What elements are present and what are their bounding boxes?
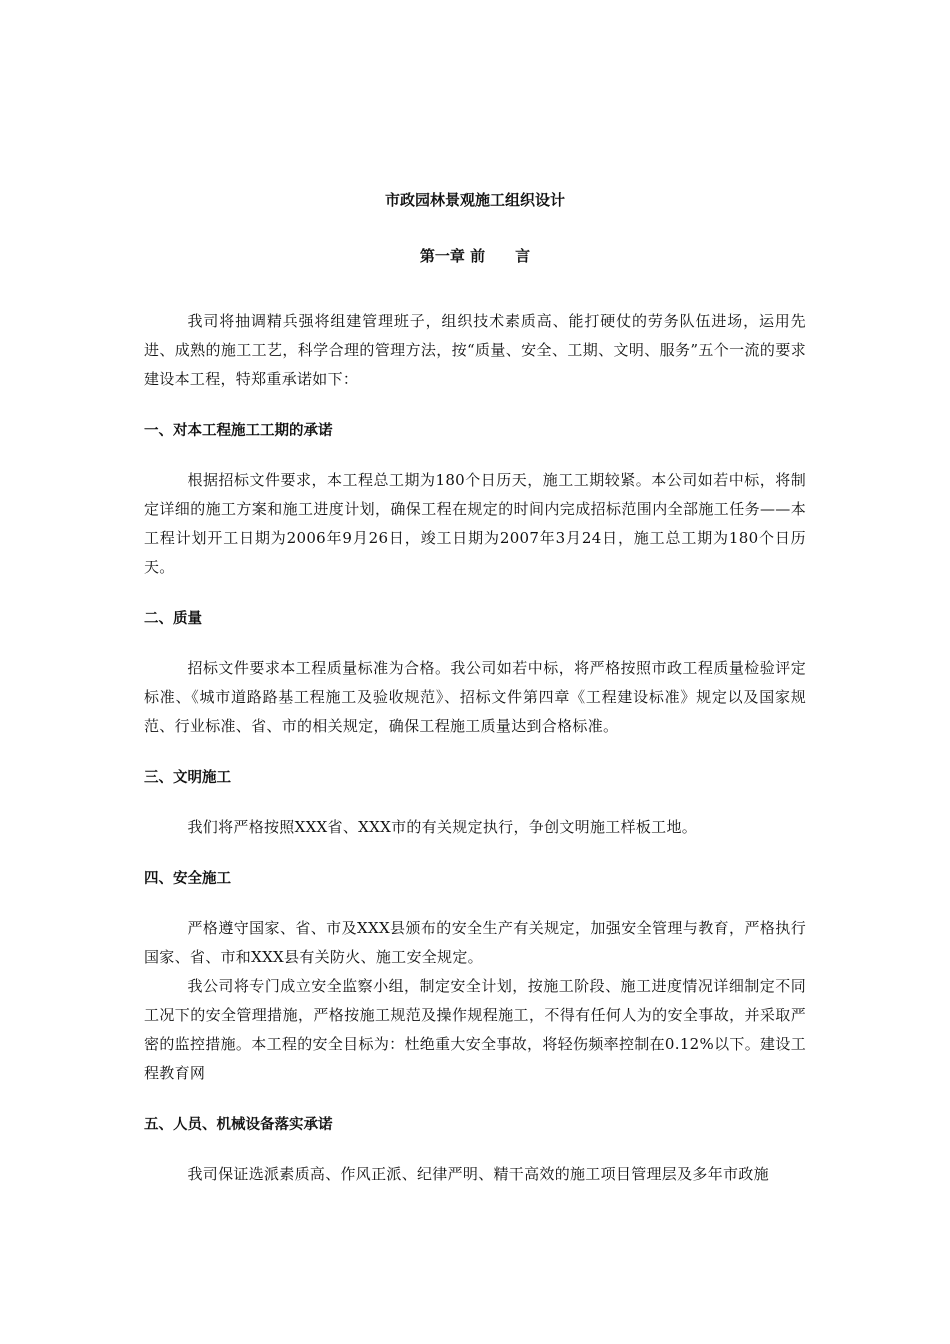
- section-heading-safety: 四、安全施工: [144, 871, 231, 887]
- section-paragraph: 我司保证选派素质高、作风正派、纪律严明、精干高效的施工项目管理层及多年市政施: [187, 1165, 769, 1183]
- section-paragraph: 严格遵守国家、省、市及XXX县颁布的安全生产有关规定，加强安全管理与教育，严格执行国家、省、市和XXX县有关防火、施工安全规定。: [144, 919, 806, 966]
- section-heading-civilized-construction: 三、文明施工: [144, 770, 231, 786]
- document-body: [144, 188, 806, 1189]
- section-paragraph: 根据招标文件要求，本工程总工期为180个日历天，施工工期较紧。本公司如若中标，将制定详细的施工方案和施工进度计划，确保工程在规定的时间内完成招标范围内全部施工任务——本工程计划开工日期为2006年9月26日，竣工日期为2007年3月24日，施工总工期为180个日历天。: [144, 471, 806, 576]
- section-heading-personnel-equipment: 五、人员、机械设备落实承诺: [144, 1117, 333, 1133]
- section-paragraph: 我们将严格按照XXX省、XXX市的有关规定执行，争创文明施工样板工地。: [187, 818, 698, 836]
- section-heading-schedule: 一、对本工程施工工期的承诺: [144, 423, 333, 439]
- section-paragraph: 招标文件要求本工程质量标准为合格。我公司如若中标，将严格按照市政工程质量检验评定标准、《城市道路路基工程施工及验收规范》、招标文件第四章《工程建设标准》规定以及国家规范、行业标准、省、市的相关规定，确保工程施工质量达到合格标准。: [144, 659, 806, 735]
- section-paragraph: 我公司将专门成立安全监察小组，制定安全计划，按施工阶段、施工进度情况详细制定不同工况下的安全管理措施，严格按施工规范及操作规程施工，不得有任何人为的安全事故，并采取严密的监控措施。本工程的安全目标为：杜绝重大安全事故，将轻伤频率控制在0.12%以下。建设工程教育网: [144, 977, 806, 1082]
- document-title: 市政园林景观施工组织设计: [384, 191, 565, 209]
- chapter-title: 第一章 前 言: [419, 247, 531, 265]
- intro-paragraph: 我司将抽调精兵强将组建管理班子，组织技术素质高、能打硬仗的劳务队伍进场，运用先进、成熟的施工工艺，科学合理的管理方法，按“质量、安全、工期、文明、服务”五个一流的要求建设本工程，特郑重承诺如下：: [144, 312, 806, 388]
- section-heading-quality: 二、质量: [144, 611, 202, 627]
